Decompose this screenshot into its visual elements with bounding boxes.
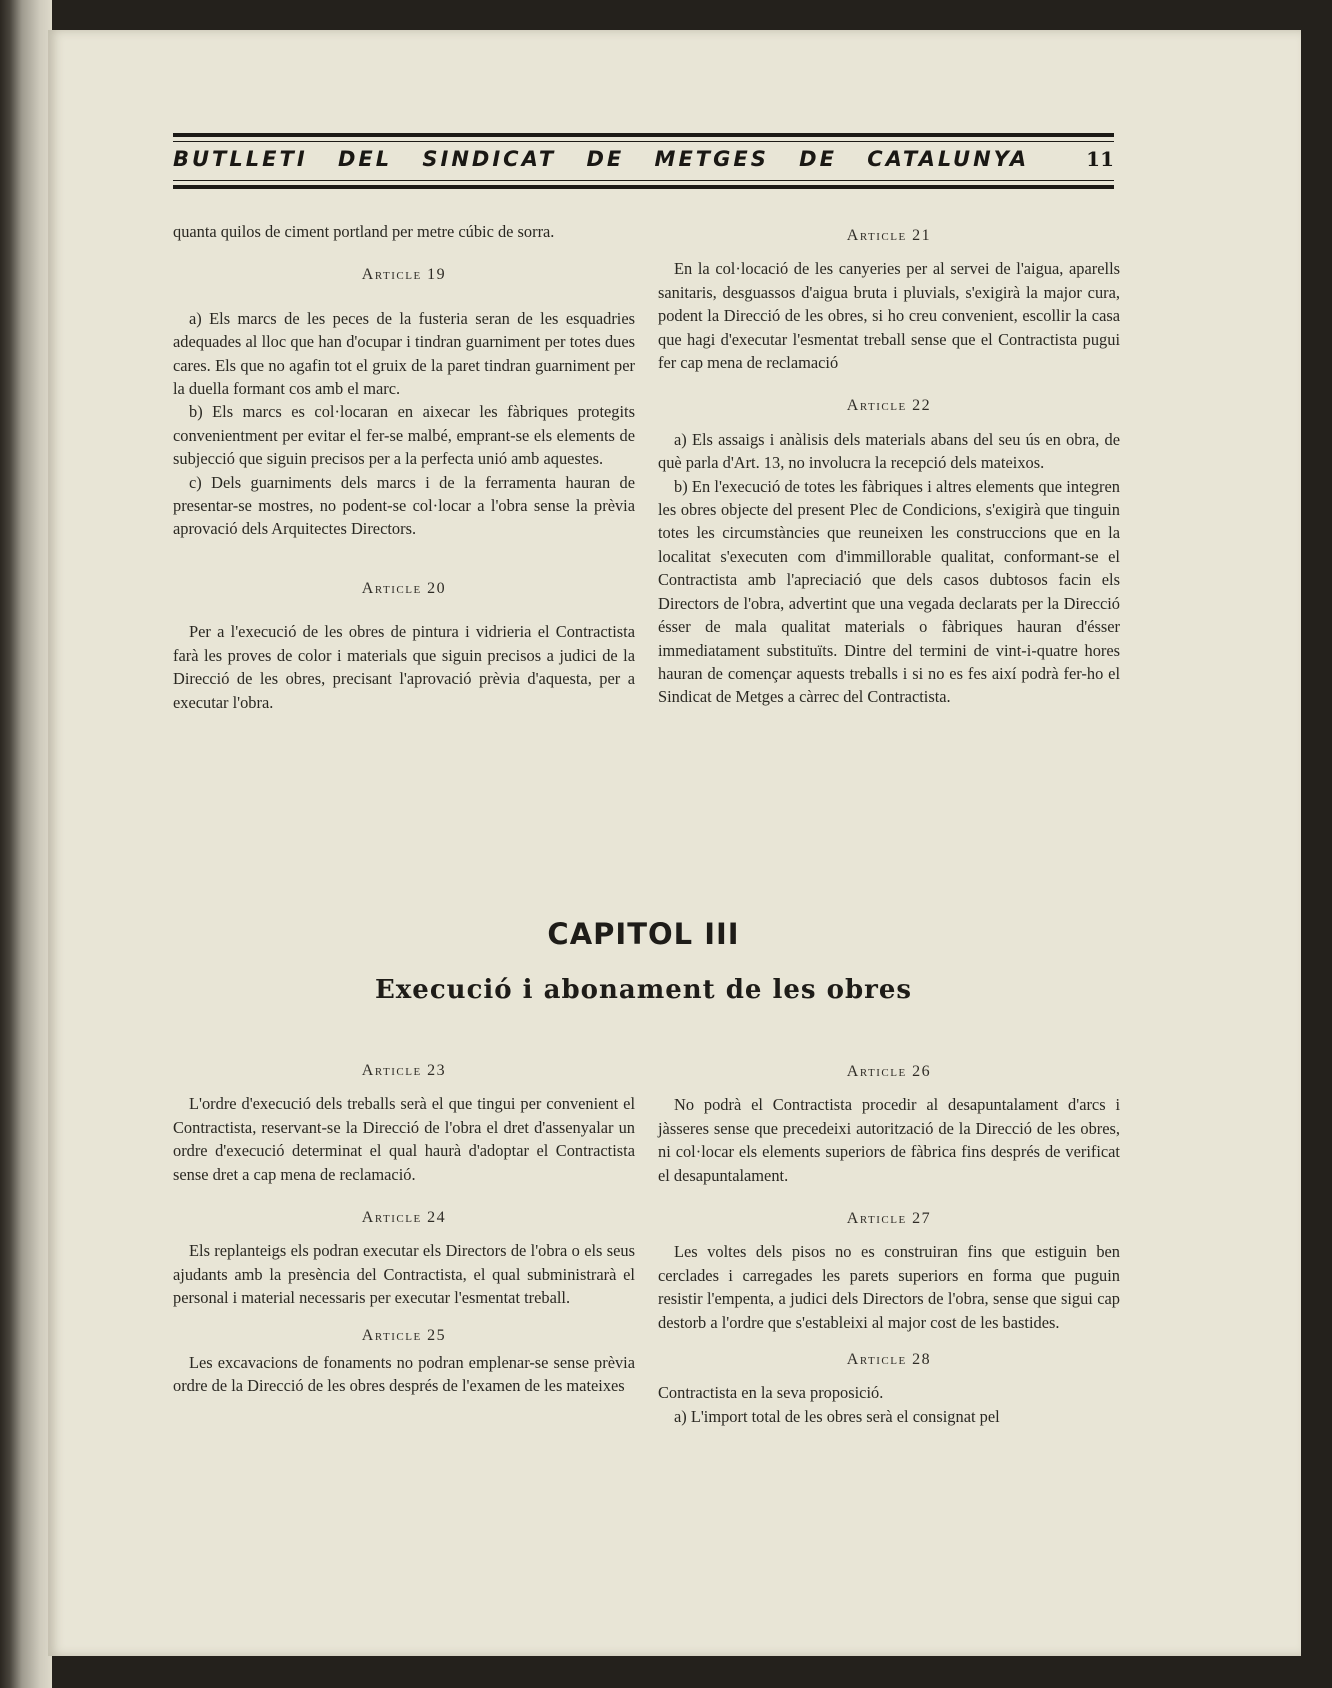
article-24-paragraph: Els replanteigs els podran executar els Directors de l'obra o els seus ajudants amb la presència del Contractista, el qual subministrarà el personal i material necessaris per executar l'esmentat treball. [173,1241,635,1308]
journal-title: BUTLLETI DEL SINDICAT DE METGES DE CATALUNYA [173,147,1030,171]
chapter-subtitle: Execució i abonament de les obres [374,975,913,1005]
article-19-paragraph-c: c) Dels guarniments dels marcs i de la ferramenta hauran de presentar-se mostres, no podent-se col·locar a l'obra sense la prèvia aprovació dels Arquitectes Directors. [173,472,635,539]
article-28-paragraph-a: a) L'import total de les obres serà el consignat pel [674,1406,1000,1426]
article-23-heading: Article 23 [361,1062,447,1079]
article-27-heading: Article 27 [846,1210,932,1228]
lower-left-column [173,1059,635,1398]
article-24-heading: Article 24 [361,1209,447,1227]
article-22-paragraph-a: a) Els assaigs i anàlisis dels materials abans del seu ús en obra, de què parla d'Art. 13, no involucra la recepció dels mateixos. [658,429,1120,473]
lower-right-column [658,1060,1120,1428]
article-28-intro: Contractista en la seva proposició. [658,1383,884,1403]
upper-right-column [658,224,1120,709]
page-number: 11 [1086,147,1114,171]
article-28-heading: Article 28 [846,1351,932,1369]
article-19-paragraph-a: a) Els marcs de les peces de la fusteria seran de les esquadries adequades al lloc que han d'ocupar i tindran guarniment per totes dues cares. Els que no agafin tot el gruix de la paret tindran guarniment per la duella formant cos amb el marc. [173,308,635,399]
article-22-paragraph-b: b) En l'execució de totes les fàbriques i altres elements que integren les obres objecte del present Plec de Condicions, s'exigirà que tinguin totes les circumstàncies que reuneixen les construccions que en la localitat s'executen com d'immillorable qualitat, conformant-se el Contractista amb l'apreciació que dels casos dubtosos facin els Directors de l'obra, advertint que una vegada declarats per la Direcció ésser de mala qualitat materials o fàbriques hauran d'ésser immediatament substituïts. Dintre del termini de vint-i-quatre hores hauran de començar aquests treballs i si no es fes així podrà fer-ho el Sindicat de Metges a càrrec del Contractista. [658,476,1120,707]
article-26-heading: Article 26 [846,1063,932,1080]
upper-left-column [173,220,635,714]
article-25-paragraph: Les excavacions de fonaments no podran emplenar-se sense prèvia ordre de la Direcció de les obres després de l'examen de les mateixes [173,1353,635,1396]
article-21-heading: Article 21 [846,227,932,244]
article-19-heading: Article 19 [361,266,447,284]
header-rule-bottom-thin [173,180,1114,181]
article-27-paragraph: Les voltes dels pisos no es construiran fins que estiguin ben cerclades i carregades les parets superiors en forma que puguin resistir l'empenta, a judici dels Directors de l'obra, sense que sigui cap destorb a l'ordre que s'estableixi al major cost de les bastides. [658,1242,1120,1332]
article-20-heading: Article 20 [361,579,447,597]
article-20-paragraph: Per a l'execució de les obres de pintura i vidrieria el Contractista farà les proves de color i materials que siguin precisos a judici de la Direcció de les obres, precisant l'aprovació prèvia d'aquesta, per a executar l'obra. [173,622,635,712]
article-22-heading: Article 22 [846,397,932,415]
header-rule-top [173,133,1114,137]
running-header [173,133,1114,193]
chapter-title: CAPITOL III [547,917,740,951]
book-spine [0,0,52,1688]
header-rule-bottom [173,185,1114,189]
article-19-paragraph-b: b) Els marcs es col·locaran en aixecar les fàbriques protegits convenientment per evitar el fer-se malbé, emprant-se els elements de subjecció que siguin precisos per a la perfecta unió amb aquestes. [173,402,635,469]
article-25-heading: Article 25 [361,1326,447,1344]
header-rule-top-thin [173,141,1114,142]
article-26-paragraph: No podrà el Contractista procedir al desapuntalament d'arcs i jàsseres sense que precedeixi autorització de la Direcció de les obres, ni col·locar els elements superiors de fàbrica fins després de verificat el desapuntalament. [658,1095,1120,1185]
continuation-paragraph: quanta quilos de ciment portland per metre cúbic de sorra. [173,222,555,241]
article-21-paragraph: En la col·locació de les canyeries per al servei de l'aigua, aparells sanitaris, desguassos d'aigua bruta i pluvials, s'exigirà la major cura, podent la Direcció de les obres, si ho creu convenient, escollir la casa que hagi d'executar l'esmentat treball sense que el Contractista pugui fer cap mena de reclamació [658,259,1120,373]
article-23-paragraph: L'ordre d'execució dels treballs serà el que tingui per convenient el Contractista, reservant-se la Direcció de l'obra el dret d'assenyalar un ordre d'execució determinat el qual haurà d'adoptar el Contractista sense dret a cap mena de reclamació. [173,1094,635,1184]
